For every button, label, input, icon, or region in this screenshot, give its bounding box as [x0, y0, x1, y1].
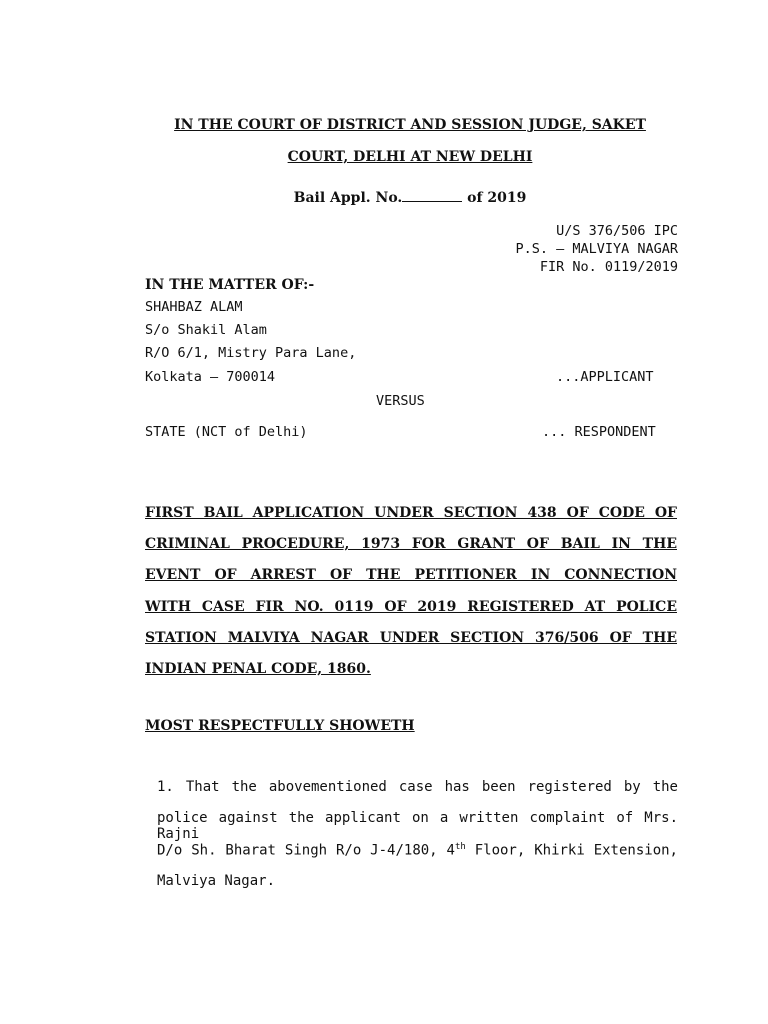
applicant-father: S/o Shakil Alam	[145, 322, 267, 338]
applicant-role: ...APPLICANT	[556, 369, 654, 385]
application-heading-line: STATION MALVIYA NAGAR UNDER SECTION 376/506 OF THE	[145, 630, 677, 646]
showeth-heading: MOST RESPECTFULLY SHOWETH	[145, 718, 415, 734]
respondent-name: STATE (NCT of Delhi)	[145, 424, 308, 440]
application-heading-line: CRIMINAL PROCEDURE, 1973 FOR GRANT OF BAIL IN THE	[145, 536, 677, 552]
court-title-line2: COURT, DELHI AT NEW DELHI	[287, 149, 533, 165]
application-heading-line: FIRST BAIL APPLICATION UNDER SECTION 438 OF CODE OF	[145, 505, 677, 521]
case-fir: FIR No. 0119/2019	[539, 259, 678, 275]
applicant-name: SHAHBAZ ALAM	[145, 299, 243, 315]
bail-number-blank	[402, 189, 462, 202]
application-heading-line: INDIAN PENAL CODE, 1860.	[145, 661, 371, 677]
bail-application-number	[0, 189, 768, 206]
application-heading-line: EVENT OF ARREST OF THE PETITIONER IN CONNECTION	[145, 567, 677, 583]
application-heading-line: WITH CASE FIR NO. 0119 OF 2019 REGISTERED AT POLICE	[145, 599, 677, 615]
paragraph-1-line1: 1. That the abovementioned case has been registered by the	[157, 779, 678, 795]
bail-prefix: Bail Appl. No.	[293, 190, 403, 206]
paragraph-1-line2: police against the applicant on a written complaint of Mrs. Rajni	[157, 810, 678, 842]
applicant-address-line1: R/O 6/1, Mistry Para Lane,	[145, 345, 357, 361]
paragraph-1-line3	[157, 842, 678, 859]
paragraph-1-line3-part-a: D/o Sh. Bharat Singh R/o J-4/180, 4	[157, 842, 455, 859]
case-section: U/S 376/506 IPC	[556, 223, 678, 239]
case-police-station: P.S. – MALVIYA NAGAR	[515, 241, 678, 257]
paragraph-1-line3-part-b: Floor, Khirki Extension,	[465, 842, 678, 859]
respondent-role: ... RESPONDENT	[542, 424, 656, 440]
bail-suffix: of 2019	[462, 190, 527, 206]
paragraph-1-line4: Malviya Nagar.	[157, 873, 276, 889]
versus: VERSUS	[376, 393, 425, 409]
court-title-line1: IN THE COURT OF DISTRICT AND SESSION JUDGE, SAKET	[174, 117, 646, 133]
matter-heading: IN THE MATTER OF:-	[145, 277, 315, 293]
applicant-address-line2: Kolkata – 700014	[145, 369, 276, 385]
ordinal-suffix: th	[454, 842, 466, 852]
